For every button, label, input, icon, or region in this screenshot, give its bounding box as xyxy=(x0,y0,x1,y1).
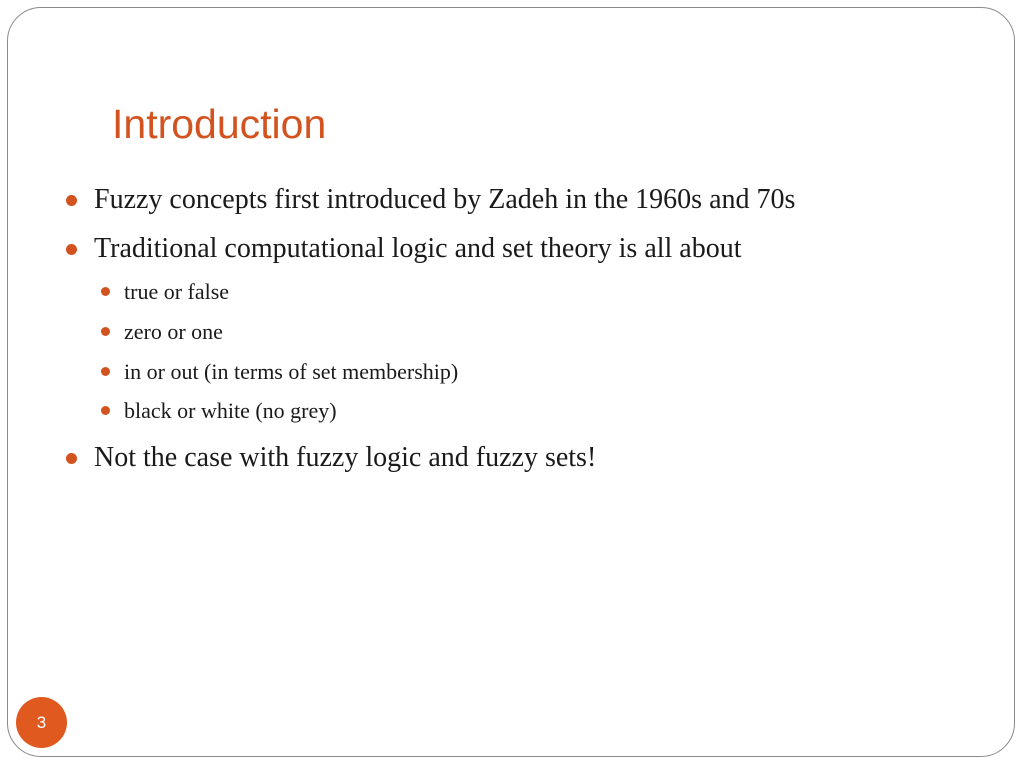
slide-title: Introduction xyxy=(112,101,327,147)
bullet-text: Fuzzy concepts first introduced by Zadeh in the 1960s and 70s xyxy=(94,184,796,215)
bullet-dot-icon xyxy=(66,453,77,464)
sub-bullet-text: zero or one xyxy=(124,319,223,344)
sub-bullet-item xyxy=(124,318,223,346)
bullet-dot-icon xyxy=(101,287,110,296)
bullet-dot-icon xyxy=(66,195,77,206)
bullet-item xyxy=(94,441,596,475)
sub-bullet-text: black or white (no grey) xyxy=(124,398,337,423)
bullet-text: Traditional computational logic and set theory is all about xyxy=(94,233,742,264)
sub-bullet-text: true or false xyxy=(124,279,230,304)
sub-bullet-text: in or out (in terms of set membership) xyxy=(124,359,459,384)
sub-bullet-item xyxy=(124,278,229,306)
bullet-text: Not the case with fuzzy logic and fuzzy sets! xyxy=(94,442,597,473)
bullet-dot-icon xyxy=(101,327,110,336)
bullet-dot-icon xyxy=(101,406,110,415)
bullet-dot-icon xyxy=(101,367,110,376)
bullet-item xyxy=(94,232,742,266)
bullet-item xyxy=(94,183,795,217)
bullet-dot-icon xyxy=(66,244,77,255)
sub-bullet-item xyxy=(124,397,337,425)
sub-bullet-item xyxy=(124,358,458,386)
page-number-badge: 3 xyxy=(16,697,67,748)
